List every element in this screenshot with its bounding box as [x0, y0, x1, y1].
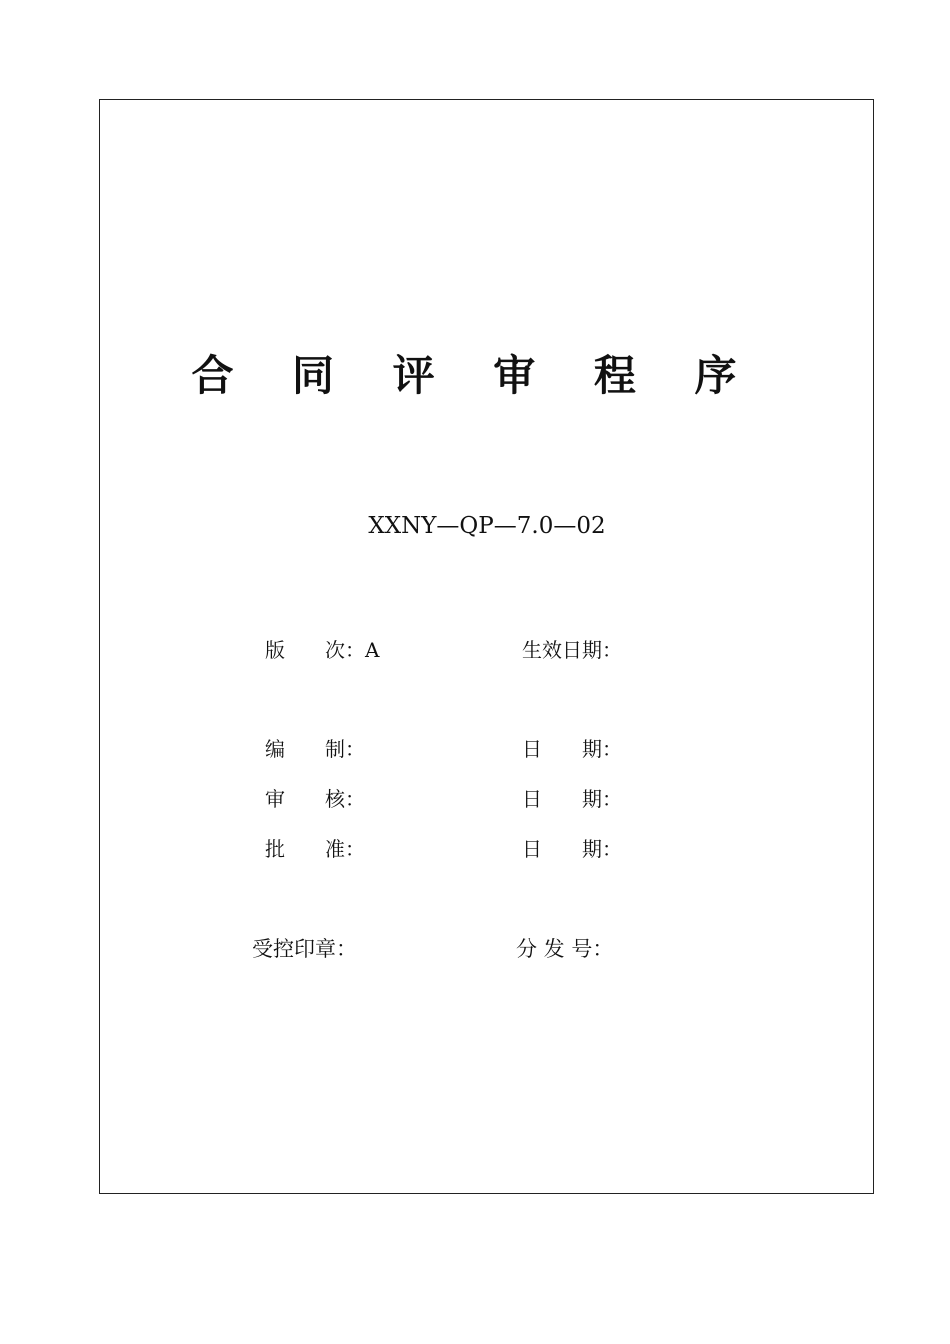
reviewed-date-field: 日 期：: [522, 787, 622, 811]
effective-date-field: 生效日期：: [522, 638, 622, 662]
compiled-by-field: 编 制：: [265, 737, 365, 761]
version-field: 版 次：A: [265, 638, 380, 662]
distribution-number-field: 分 发 号：: [516, 937, 614, 961]
document-code: XXNY—QP—7.0—02: [368, 513, 606, 539]
controlled-seal-field: 受控印章：: [252, 937, 357, 961]
document-title: 合 同 评 审 程 序: [191, 351, 759, 400]
reviewed-by-field: 审 核：: [265, 787, 365, 811]
approved-by-field: 批 准：: [265, 837, 365, 861]
approved-date-field: 日 期：: [522, 837, 622, 861]
page-border: [99, 99, 874, 1194]
compiled-date-field: 日 期：: [522, 737, 622, 761]
